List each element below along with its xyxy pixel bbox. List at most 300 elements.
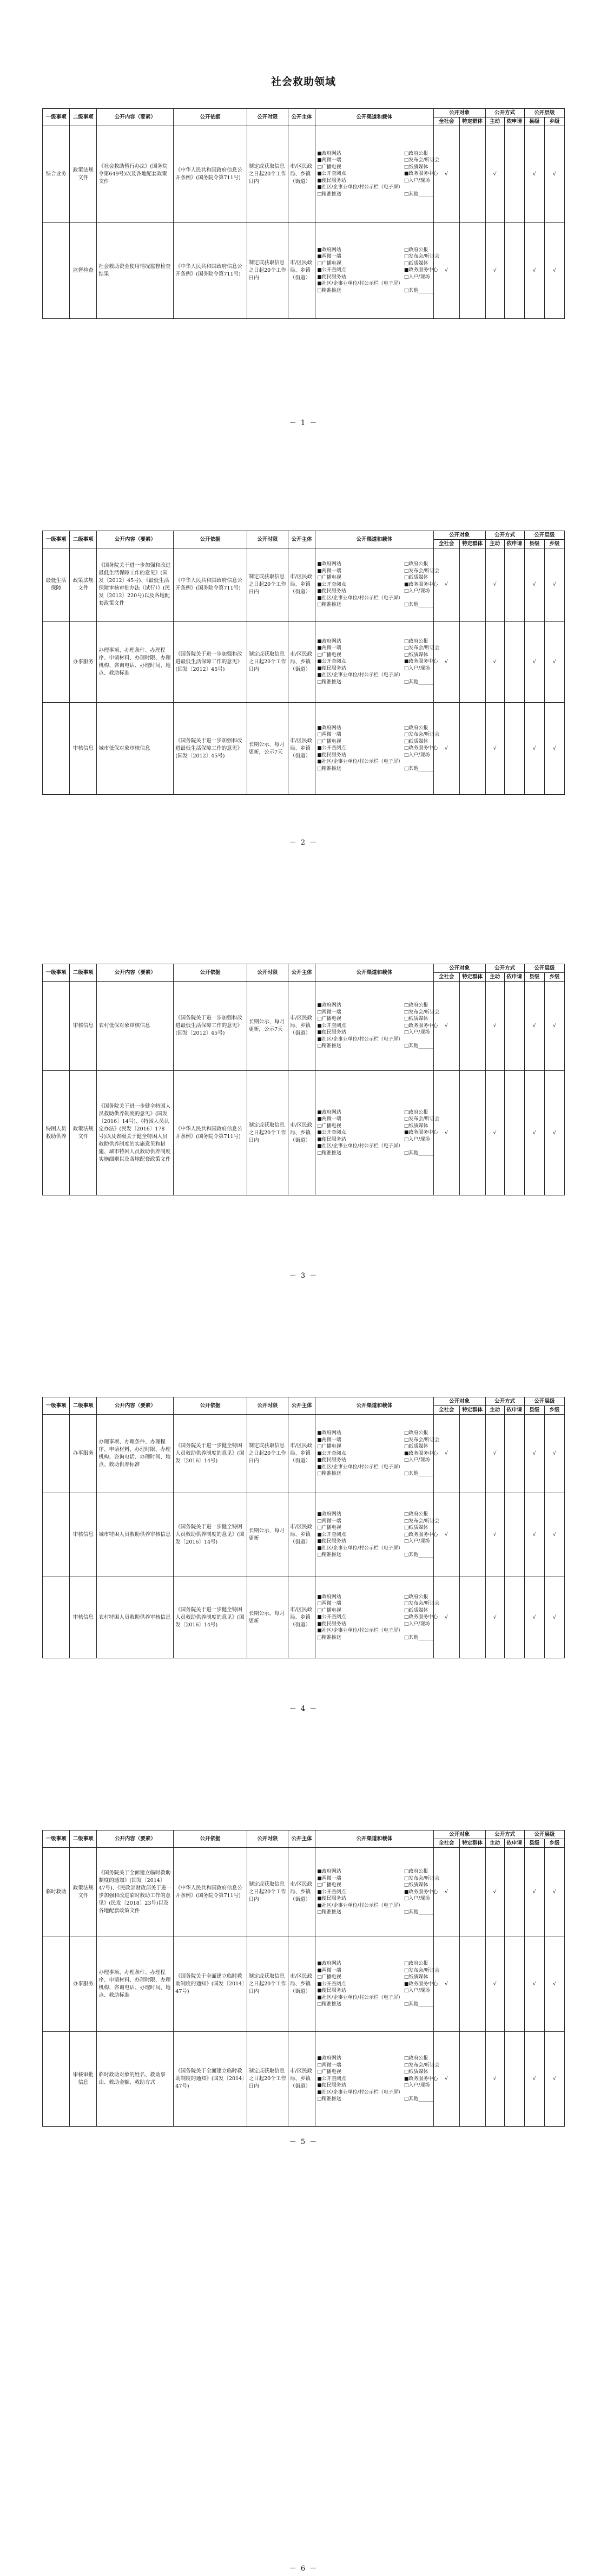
unchecked-box-icon: □ xyxy=(317,287,322,293)
channel-item xyxy=(317,1600,403,1607)
channel-label: 广播电视 xyxy=(321,738,341,744)
table-row xyxy=(43,126,565,223)
check-apply xyxy=(504,2032,524,2127)
check-town: √ xyxy=(544,1848,564,1937)
header-level: 公开层级 xyxy=(524,1830,564,1839)
check-county: √ xyxy=(524,2032,544,2127)
check-specific xyxy=(459,1937,485,2032)
check-town: √ xyxy=(544,548,564,622)
check-all: √ xyxy=(433,2032,459,2127)
channel-label: 公开查阅点 xyxy=(321,171,346,177)
check-town: √ xyxy=(544,982,564,1071)
channel-item xyxy=(317,2055,403,2062)
cell-subject: 市/区民政局、乡镇（街道） xyxy=(288,1415,315,1493)
checked-box-icon: ■ xyxy=(317,1981,322,1987)
unchecked-box-icon: □ xyxy=(404,1430,409,1436)
channel-label: 社区/企事业单位/村公示栏（电子屏） xyxy=(321,1995,403,2000)
unchecked-box-icon: □ xyxy=(404,1614,409,1620)
doc-page xyxy=(42,1830,565,2127)
channel-label: 公开查阅点 xyxy=(321,1130,346,1136)
unchecked-box-icon: □ xyxy=(404,589,409,594)
check-apply xyxy=(504,982,524,1071)
channel-item xyxy=(404,665,440,672)
channel-label: 精准推送 xyxy=(321,766,341,772)
checked-box-icon: ■ xyxy=(317,2089,322,2095)
cell-subject: 市/区民政局、乡镇（街道） xyxy=(288,1493,315,1577)
header-object-all: 全社会 xyxy=(433,1839,459,1848)
checked-box-icon: ■ xyxy=(317,274,322,280)
channel-item xyxy=(404,1443,440,1450)
checked-box-icon: ■ xyxy=(317,759,322,765)
channel-label: 社区/企事业单位/村公示栏（电子屏） xyxy=(321,759,403,765)
channel-label: 纸质媒体 xyxy=(408,1016,428,1022)
checked-box-icon: ■ xyxy=(317,1995,322,2000)
disclosure-table xyxy=(42,1830,565,2127)
unchecked-box-icon: □ xyxy=(404,638,409,644)
channel-item xyxy=(317,1995,403,2002)
check-apply xyxy=(504,1071,524,1195)
header-channels: 公开渠道和载体 xyxy=(315,964,433,982)
channel-list xyxy=(317,1511,440,1559)
checked-box-icon: ■ xyxy=(317,1594,322,1600)
channel-item xyxy=(317,1036,403,1043)
channel-label: 政府公报 xyxy=(408,151,428,156)
check-county: √ xyxy=(524,1848,544,1937)
header-time: 公开时限 xyxy=(247,531,288,548)
channel-item xyxy=(317,595,403,602)
header-method-active: 主动 xyxy=(485,1406,504,1415)
table-row xyxy=(43,1577,565,1658)
cell-time-limit: 制定或获取信息之日起20个工作日内 xyxy=(247,1071,288,1195)
channel-label: 政务服务中心 xyxy=(408,1450,438,1456)
cell-subject: 市/区民政局、乡镇（街道） xyxy=(288,1848,315,1937)
cell-category-2: 审核审批信息 xyxy=(70,2032,97,2127)
header-row xyxy=(43,964,565,973)
unchecked-box-icon: □ xyxy=(404,1003,409,1009)
check-active: √ xyxy=(485,1937,504,2032)
channel-label: 政府网站 xyxy=(321,1003,341,1009)
channel-item xyxy=(317,672,403,679)
channel-label: 社区/企事业单位/村公示栏（电子屏） xyxy=(321,185,403,191)
header-level-county: 县级 xyxy=(524,540,544,548)
channel-item xyxy=(404,2096,440,2103)
channel-label: 两微一端 xyxy=(321,1601,341,1607)
channel-item xyxy=(404,752,440,759)
channel-item xyxy=(317,1150,403,1157)
header-level-county: 县级 xyxy=(524,117,544,126)
channel-item xyxy=(404,658,440,665)
channel-item xyxy=(404,1511,440,1518)
cell-category-2: 政策法规文件 xyxy=(70,126,97,223)
cell-content: 《社会救助暂行办法》(国务院令第649号)以及各地配套政策文件 xyxy=(97,126,174,223)
channel-label: 政府网站 xyxy=(321,1512,341,1518)
channel-item xyxy=(317,665,403,672)
channel-list xyxy=(317,561,440,609)
checked-box-icon: ■ xyxy=(317,1961,322,1967)
checked-box-icon: ■ xyxy=(404,659,409,665)
unchecked-box-icon: □ xyxy=(404,1136,409,1142)
table-row xyxy=(43,1415,565,1493)
channel-label: 发布会/听证会 xyxy=(408,568,440,574)
check-active: √ xyxy=(485,548,504,622)
channel-label: 便民服务站 xyxy=(321,274,346,280)
channel-list xyxy=(317,1868,440,1916)
channel-label: 其他______ xyxy=(408,1150,433,1156)
check-town: √ xyxy=(544,1493,564,1577)
channel-item xyxy=(404,1600,440,1607)
channel-item xyxy=(317,1430,403,1437)
channel-label: 政府公报 xyxy=(408,1594,428,1600)
cell-time-limit: 长期公示，每月更新 xyxy=(247,1577,288,1658)
channel-label: 其他______ xyxy=(408,602,433,608)
unchecked-box-icon: □ xyxy=(404,1016,409,1022)
channel-item xyxy=(317,151,403,158)
checked-box-icon: ■ xyxy=(404,1889,409,1895)
check-all: √ xyxy=(433,1937,459,2032)
channel-label: 广播电视 xyxy=(321,1975,341,1980)
check-specific xyxy=(459,126,485,223)
unchecked-box-icon: □ xyxy=(317,679,322,685)
cell-category-1 xyxy=(43,223,70,319)
unchecked-box-icon: □ xyxy=(404,178,409,184)
header-cat1: 一级事项 xyxy=(43,964,70,982)
header-time: 公开时限 xyxy=(247,1830,288,1848)
cell-channels xyxy=(315,1493,440,1577)
header-method: 公开方式 xyxy=(485,1397,524,1406)
unchecked-box-icon: □ xyxy=(404,164,409,170)
channel-label: 社区/企事业单位/村公示栏（电子屏） xyxy=(321,1545,403,1551)
unchecked-box-icon: □ xyxy=(404,1869,409,1875)
unchecked-box-icon: □ xyxy=(404,260,409,266)
checked-box-icon: ■ xyxy=(317,665,322,671)
unchecked-box-icon: □ xyxy=(317,1471,322,1477)
unchecked-box-icon: □ xyxy=(404,1552,409,1558)
channel-item xyxy=(317,766,403,773)
unchecked-box-icon: □ xyxy=(317,2002,322,2008)
channel-item xyxy=(404,1109,440,1116)
cell-basis: 《国务院关于进一步加强和改进最低生活保障工作的意见》(国发〔2012〕45号) xyxy=(174,982,247,1071)
channel-label: 其他______ xyxy=(408,679,433,685)
channel-item xyxy=(404,253,440,260)
channel-label: 广播电视 xyxy=(321,1607,341,1613)
channel-item xyxy=(317,1594,403,1601)
channel-item xyxy=(404,191,440,198)
unchecked-box-icon: □ xyxy=(317,766,322,772)
cell-time-limit: 长期公示，每月更新，公示7天 xyxy=(247,703,288,795)
channel-label: 入户/现场 xyxy=(408,1896,430,1902)
table-row xyxy=(43,703,565,795)
channel-item xyxy=(404,595,440,602)
checked-box-icon: ■ xyxy=(317,725,322,731)
cell-time-limit: 制定或获取信息之日起20个工作日内 xyxy=(247,126,288,223)
cell-content: 临时救助对象的姓名、救助事由、救助金额、救助方式 xyxy=(97,2032,174,2127)
channel-item xyxy=(317,752,403,759)
channel-label: 两微一端 xyxy=(321,1009,341,1015)
channel-label: 便民服务站 xyxy=(321,1896,346,1902)
unchecked-box-icon: □ xyxy=(317,2096,322,2102)
channel-item xyxy=(317,581,403,589)
header-method: 公开方式 xyxy=(485,964,524,973)
check-county: √ xyxy=(524,982,544,1071)
header-level: 公开层级 xyxy=(524,1397,564,1406)
channel-item xyxy=(404,1036,440,1043)
checked-box-icon: ■ xyxy=(317,746,322,751)
channel-item xyxy=(317,1116,403,1123)
channel-item xyxy=(317,1875,403,1882)
channel-label: 广播电视 xyxy=(321,1525,341,1531)
channel-label: 入户/现场 xyxy=(408,178,430,184)
header-object-specific: 特定群体 xyxy=(459,1406,485,1415)
table-row xyxy=(43,1071,565,1195)
channel-item xyxy=(404,2082,440,2089)
check-all: √ xyxy=(433,1071,459,1195)
table-row xyxy=(43,1848,565,1937)
check-apply xyxy=(504,1415,524,1493)
channel-label: 广播电视 xyxy=(321,1016,341,1022)
unchecked-box-icon: □ xyxy=(404,247,409,253)
header-method-apply: 依申请 xyxy=(504,973,524,982)
disclosure-table xyxy=(42,531,565,795)
disclosure-table xyxy=(42,1397,565,1658)
header-basis: 公开依据 xyxy=(174,1397,247,1415)
unchecked-box-icon: □ xyxy=(404,2069,409,2075)
channel-item xyxy=(317,1902,403,1910)
page-number: － 5 － xyxy=(289,2138,318,2146)
channel-list xyxy=(317,1109,440,1157)
header-cat2: 二级事项 xyxy=(70,1397,97,1415)
channel-label: 政府公报 xyxy=(408,638,428,644)
cell-category-2: 审核信息 xyxy=(70,703,97,795)
cell-basis: 《国务院关于进一步健全特困人员救助供养制度的意见》(国发〔2016〕14号) xyxy=(174,1577,247,1658)
unchecked-box-icon: □ xyxy=(404,746,409,751)
checked-box-icon: ■ xyxy=(404,2076,409,2082)
header-row xyxy=(43,531,565,540)
header-method-active: 主动 xyxy=(485,973,504,982)
check-apply xyxy=(504,622,524,703)
channel-item xyxy=(404,151,440,158)
cell-category-1 xyxy=(43,1577,70,1658)
check-active: √ xyxy=(485,1577,504,1658)
channel-label: 其他______ xyxy=(408,2096,433,2102)
check-county: √ xyxy=(524,223,544,319)
cell-basis: 《中华人民共和国政府信息公开条例》(国务院令第711号) xyxy=(174,548,247,622)
unchecked-box-icon: □ xyxy=(404,1882,409,1888)
channel-label: 两微一端 xyxy=(321,2062,341,2068)
channel-item xyxy=(317,1437,403,1444)
checked-box-icon: ■ xyxy=(317,2056,322,2062)
channel-item xyxy=(404,1614,440,1621)
channel-item xyxy=(317,1518,403,1525)
channel-label: 公开查阅点 xyxy=(321,1981,346,1987)
header-method-apply: 依申请 xyxy=(504,540,524,548)
unchecked-box-icon: □ xyxy=(404,1437,409,1443)
channel-item xyxy=(404,1902,440,1910)
header-level-town: 乡级 xyxy=(544,1839,564,1848)
channel-item xyxy=(317,1123,403,1130)
channel-label: 政府网站 xyxy=(321,247,341,253)
channel-label: 两微一端 xyxy=(321,254,341,260)
cell-time-limit: 制定或获取信息之日起20个工作日内 xyxy=(247,1848,288,1937)
channel-label: 政府网站 xyxy=(321,725,341,731)
channel-label: 社区/企事业单位/村公示栏（电子屏） xyxy=(321,672,403,678)
checked-box-icon: ■ xyxy=(317,1967,322,1973)
unchecked-box-icon: □ xyxy=(404,254,409,260)
channel-label: 入户/现场 xyxy=(408,1457,430,1463)
channel-item xyxy=(317,1525,403,1532)
unchecked-box-icon: □ xyxy=(404,1116,409,1122)
check-county: √ xyxy=(524,1577,544,1658)
channel-label: 发布会/听证会 xyxy=(408,2062,440,2068)
channel-item xyxy=(404,164,440,171)
check-all: √ xyxy=(433,548,459,622)
check-active: √ xyxy=(485,1493,504,1577)
channel-label: 发布会/听证会 xyxy=(408,1518,440,1524)
check-active: √ xyxy=(485,126,504,223)
check-active: √ xyxy=(485,1071,504,1195)
check-specific xyxy=(459,1577,485,1658)
channel-item xyxy=(317,260,403,267)
channel-item xyxy=(317,157,403,164)
unchecked-box-icon: □ xyxy=(404,2056,409,2062)
doc-page xyxy=(42,964,565,1195)
channel-label: 政府公报 xyxy=(408,247,428,253)
checked-box-icon: ■ xyxy=(404,581,409,587)
channel-label: 政务服务中心 xyxy=(408,581,438,587)
unchecked-box-icon: □ xyxy=(317,1016,322,1022)
checked-box-icon: ■ xyxy=(317,1896,322,1902)
channel-label: 政府公报 xyxy=(408,1109,428,1115)
checked-box-icon: ■ xyxy=(317,645,322,651)
cell-subject: 市/区民政局、乡镇（街道） xyxy=(288,1577,315,1658)
checked-box-icon: ■ xyxy=(317,1030,322,1036)
channel-label: 精准推送 xyxy=(321,1043,341,1049)
cell-channels xyxy=(315,622,440,703)
checked-box-icon: ■ xyxy=(317,254,322,260)
header-row xyxy=(43,1830,565,1839)
channel-label: 其他______ xyxy=(408,1471,433,1477)
channel-item xyxy=(317,1538,403,1545)
channel-item xyxy=(404,1143,440,1150)
channel-label: 纸质媒体 xyxy=(408,260,428,266)
channel-item xyxy=(404,1607,440,1614)
channel-label: 入户/现场 xyxy=(408,752,430,758)
cell-channels xyxy=(315,1937,440,2032)
check-county: √ xyxy=(524,1937,544,2032)
checked-box-icon: ■ xyxy=(317,151,322,156)
header-level-county: 县级 xyxy=(524,1839,544,1848)
unchecked-box-icon: □ xyxy=(317,1043,322,1049)
channel-label: 公开查阅点 xyxy=(321,1532,346,1538)
channel-item xyxy=(404,1009,440,1016)
check-county: √ xyxy=(524,703,544,795)
channel-label: 政府公报 xyxy=(408,2056,428,2062)
unchecked-box-icon: □ xyxy=(404,287,409,293)
header-level-town: 乡级 xyxy=(544,117,564,126)
cell-content: 社会救助资金使用情况监督检查结果 xyxy=(97,223,174,319)
channel-label: 精准推送 xyxy=(321,191,341,197)
channel-label: 精准推送 xyxy=(321,2002,341,2008)
channel-item xyxy=(404,1621,440,1628)
cell-category-2: 审核信息 xyxy=(70,1493,97,1577)
cell-subject: 市/区民政局、乡镇（街道） xyxy=(288,703,315,795)
channel-item xyxy=(404,260,440,267)
channel-item xyxy=(404,1545,440,1552)
header-level-town: 乡级 xyxy=(544,540,564,548)
page-number: － 2 － xyxy=(289,839,318,847)
check-apply xyxy=(504,223,524,319)
check-all: √ xyxy=(433,982,459,1071)
check-specific xyxy=(459,982,485,1071)
checked-box-icon: ■ xyxy=(317,752,322,758)
cell-category-1: 临时救助 xyxy=(43,1848,70,1937)
unchecked-box-icon: □ xyxy=(404,1896,409,1902)
unchecked-box-icon: □ xyxy=(404,679,409,685)
channel-item xyxy=(404,561,440,568)
channel-item xyxy=(404,1518,440,1525)
header-cat1: 一级事项 xyxy=(43,1830,70,1848)
cell-content: 办理事项、办理条件、办理程序、申请材料、办理时限、办理机构、咨询电话、办理时间、地点、救助供养标准 xyxy=(97,1415,174,1493)
cell-category-1 xyxy=(43,2032,70,2127)
channel-item xyxy=(404,2062,440,2069)
header-content: 公开内容（要素） xyxy=(97,1830,174,1848)
header-basis: 公开依据 xyxy=(174,109,247,126)
check-apply xyxy=(504,548,524,622)
cell-category-1: 最低生活保障 xyxy=(43,548,70,622)
channel-label: 纸质媒体 xyxy=(408,164,428,170)
checked-box-icon: ■ xyxy=(317,1023,322,1029)
header-method-apply: 依申请 xyxy=(504,1406,524,1415)
cell-category-1 xyxy=(43,703,70,795)
unchecked-box-icon: □ xyxy=(404,2002,409,2008)
channel-item xyxy=(404,588,440,595)
channel-label: 纸质媒体 xyxy=(408,1607,428,1613)
header-object-all: 全社会 xyxy=(433,1406,459,1415)
channel-item xyxy=(317,1895,403,1902)
unchecked-box-icon: □ xyxy=(404,2062,409,2068)
unchecked-box-icon: □ xyxy=(317,1518,322,1524)
checked-box-icon: ■ xyxy=(317,171,322,177)
channel-item xyxy=(404,1875,440,1882)
channel-item xyxy=(404,1464,440,1471)
channel-item xyxy=(317,601,403,609)
cell-category-1: 特困人员救助供养 xyxy=(43,1071,70,1195)
channel-label: 公开查阅点 xyxy=(321,659,346,665)
channel-item xyxy=(317,1545,403,1552)
channel-label: 广播电视 xyxy=(321,2069,341,2075)
channel-label: 广播电视 xyxy=(321,1882,341,1888)
channel-label: 便民服务站 xyxy=(321,1136,346,1142)
channel-item xyxy=(317,2096,403,2103)
channel-item xyxy=(404,1882,440,1889)
channel-label: 入户/现场 xyxy=(408,1621,430,1627)
header-method-active: 主动 xyxy=(485,1839,504,1848)
check-all: √ xyxy=(433,223,459,319)
channel-label: 社区/企事业单位/村公示栏（电子屏） xyxy=(321,1036,403,1042)
header-subject: 公开主体 xyxy=(288,109,315,126)
table-row xyxy=(43,2032,565,2127)
checked-box-icon: ■ xyxy=(317,568,322,574)
cell-time-limit: 长期公示，每月更新，公示7天 xyxy=(247,982,288,1071)
cell-content: 办理事项、办理条件、办理程序、申请材料、办理时限、办理机构、咨询电话、办理时间、地点、救助标准 xyxy=(97,622,174,703)
header-level-county: 县级 xyxy=(524,1406,544,1415)
unchecked-box-icon: □ xyxy=(317,1975,322,1980)
document-title: 社会救助领域 xyxy=(270,76,336,88)
channel-item xyxy=(317,731,403,738)
unchecked-box-icon: □ xyxy=(317,1525,322,1531)
unchecked-box-icon: □ xyxy=(404,1009,409,1015)
header-method-active: 主动 xyxy=(485,540,504,548)
channel-label: 社区/企事业单位/村公示栏（电子屏） xyxy=(321,1143,403,1149)
